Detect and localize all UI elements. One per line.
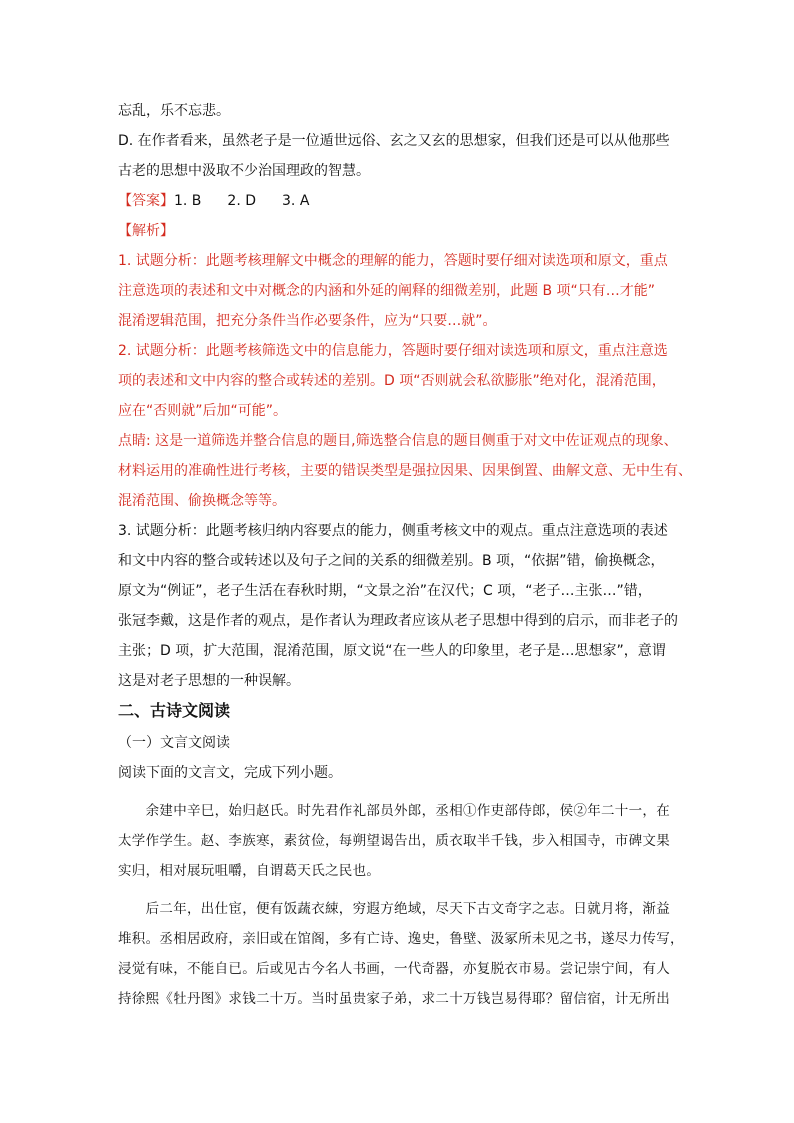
option-d-line: D. 在作者看来，虽然老子是一位遁世远俗、玄之又玄的思想家，但我们还是可以从他那些 [118,133,670,149]
classical-text-line: 后二年，出仕宦，便有饭蔬衣綀，穷遐方绝域，尽天下古文奇字之志。日就月将，渐益 [118,901,670,917]
analysis-line: 应在“否则就”后加“可能”。 [118,403,288,419]
classical-text-line: 堆积。丞相居政府，亲旧或在馆阁，多有亡诗、逸史，鲁壁、汲冢所未见之书，遂尽力传写， [118,931,684,947]
classical-text-line: 实归，相对展玩咀嚼，自谓葛天氏之民也。 [118,863,381,879]
classical-text-line: 浸觉有味，不能自已。后或见古今名人书画，一代奇器，亦复脱衣市易。尝记崇宁间，有人 [118,961,670,977]
subsection-heading: （一）文言文阅读 [118,735,230,751]
text-line: 忘乱，乐不忘悲。 [118,103,230,119]
text-line: 古老的思想中汲取不少治国理政的智慧。 [118,163,370,179]
analysis-line: 注意选项的表述和文中对概念的内涵和外延的阐释的细微差别，此题 B 项“只有…才能” [118,283,656,299]
analysis-line: 3. 试题分析：此题考核归纳内容要点的能力，侧重考核文中的观点。重点注意选项的表述 [118,523,668,539]
answer-item: 1. B [174,193,202,209]
answer-item: 2. D [227,193,257,209]
key-point-line: 点睛: 这是一道筛选并整合信息的题目,筛选整合信息的题目侧重于对文中佐证观点的现象、 [118,433,678,449]
analysis-line: 混淆逻辑范围，把充分条件当作必要条件，应为“只要…就”。 [118,313,497,329]
classical-text-line: 持徐熙《牡丹图》求钱二十万。当时虽贵家子弟，求二十万钱岂易得耶？留信宿，计无所出 [118,991,670,1007]
answer-line [118,186,678,216]
analysis-line: 1. 试题分析：此题考核理解文中概念的理解的能力，答题时要仔细对读选项和原文，重点 [118,253,668,269]
analysis-line: 主张；D 项，扩大范围，混淆范围，原文说“在一些人的印象里，老子是…思想家”，意谓 [118,643,666,659]
analysis-line: 这是对老子思想的一种误解。 [118,673,300,689]
section-heading: 二、古诗文阅读 [118,701,231,720]
document-body [118,96,692,1014]
instruction-text: 阅读下面的文言文，完成下列小题。 [118,765,342,781]
answer-tag: 【答案】 [118,193,174,209]
analysis-line: 原文为“例证”，老子生活在春秋时期，“文景之治”在汉代；C 项，“老子…主张…”错， [118,583,652,599]
analysis-line: 张冠李戴，这是作者的观点，是作者认为理政者应该从老子思想中得到的启示，而非老子的 [118,613,678,629]
analysis-tag: 【解析】 [118,223,174,239]
key-point-line: 材料运用的准确性进行考核，主要的错误类型是强拉因果、因果倒置、曲解文意、无中生有、 [118,463,692,479]
analysis-line: 和文中内容的整合或转述以及句子之间的关系的细微差别。B 项，“依据”错，偷换概念， [118,553,665,569]
classical-text-line: 余建中辛巳，始归赵氏。时先君作礼部员外郎，丞相①作吏部侍郎，侯②年二十一，在 [118,803,670,819]
classical-text-line: 太学作学生。赵、李族寒，素贫俭，每朔望谒告出，质衣取半千钱，步入相国寺，市碑文果 [118,833,670,849]
answer-item: 3. A [282,193,310,209]
key-point-line: 混淆范围、偷换概念等等。 [118,493,286,509]
analysis-line: 项的表述和文中内容的整合或转述的差别。D 项“否则就会私欲膨胀”绝对化，混淆范围， [118,373,666,389]
analysis-line: 2. 试题分析：此题考核筛选文中的信息能力，答题时要仔细对读选项和原文，重点注意选 [118,343,668,359]
